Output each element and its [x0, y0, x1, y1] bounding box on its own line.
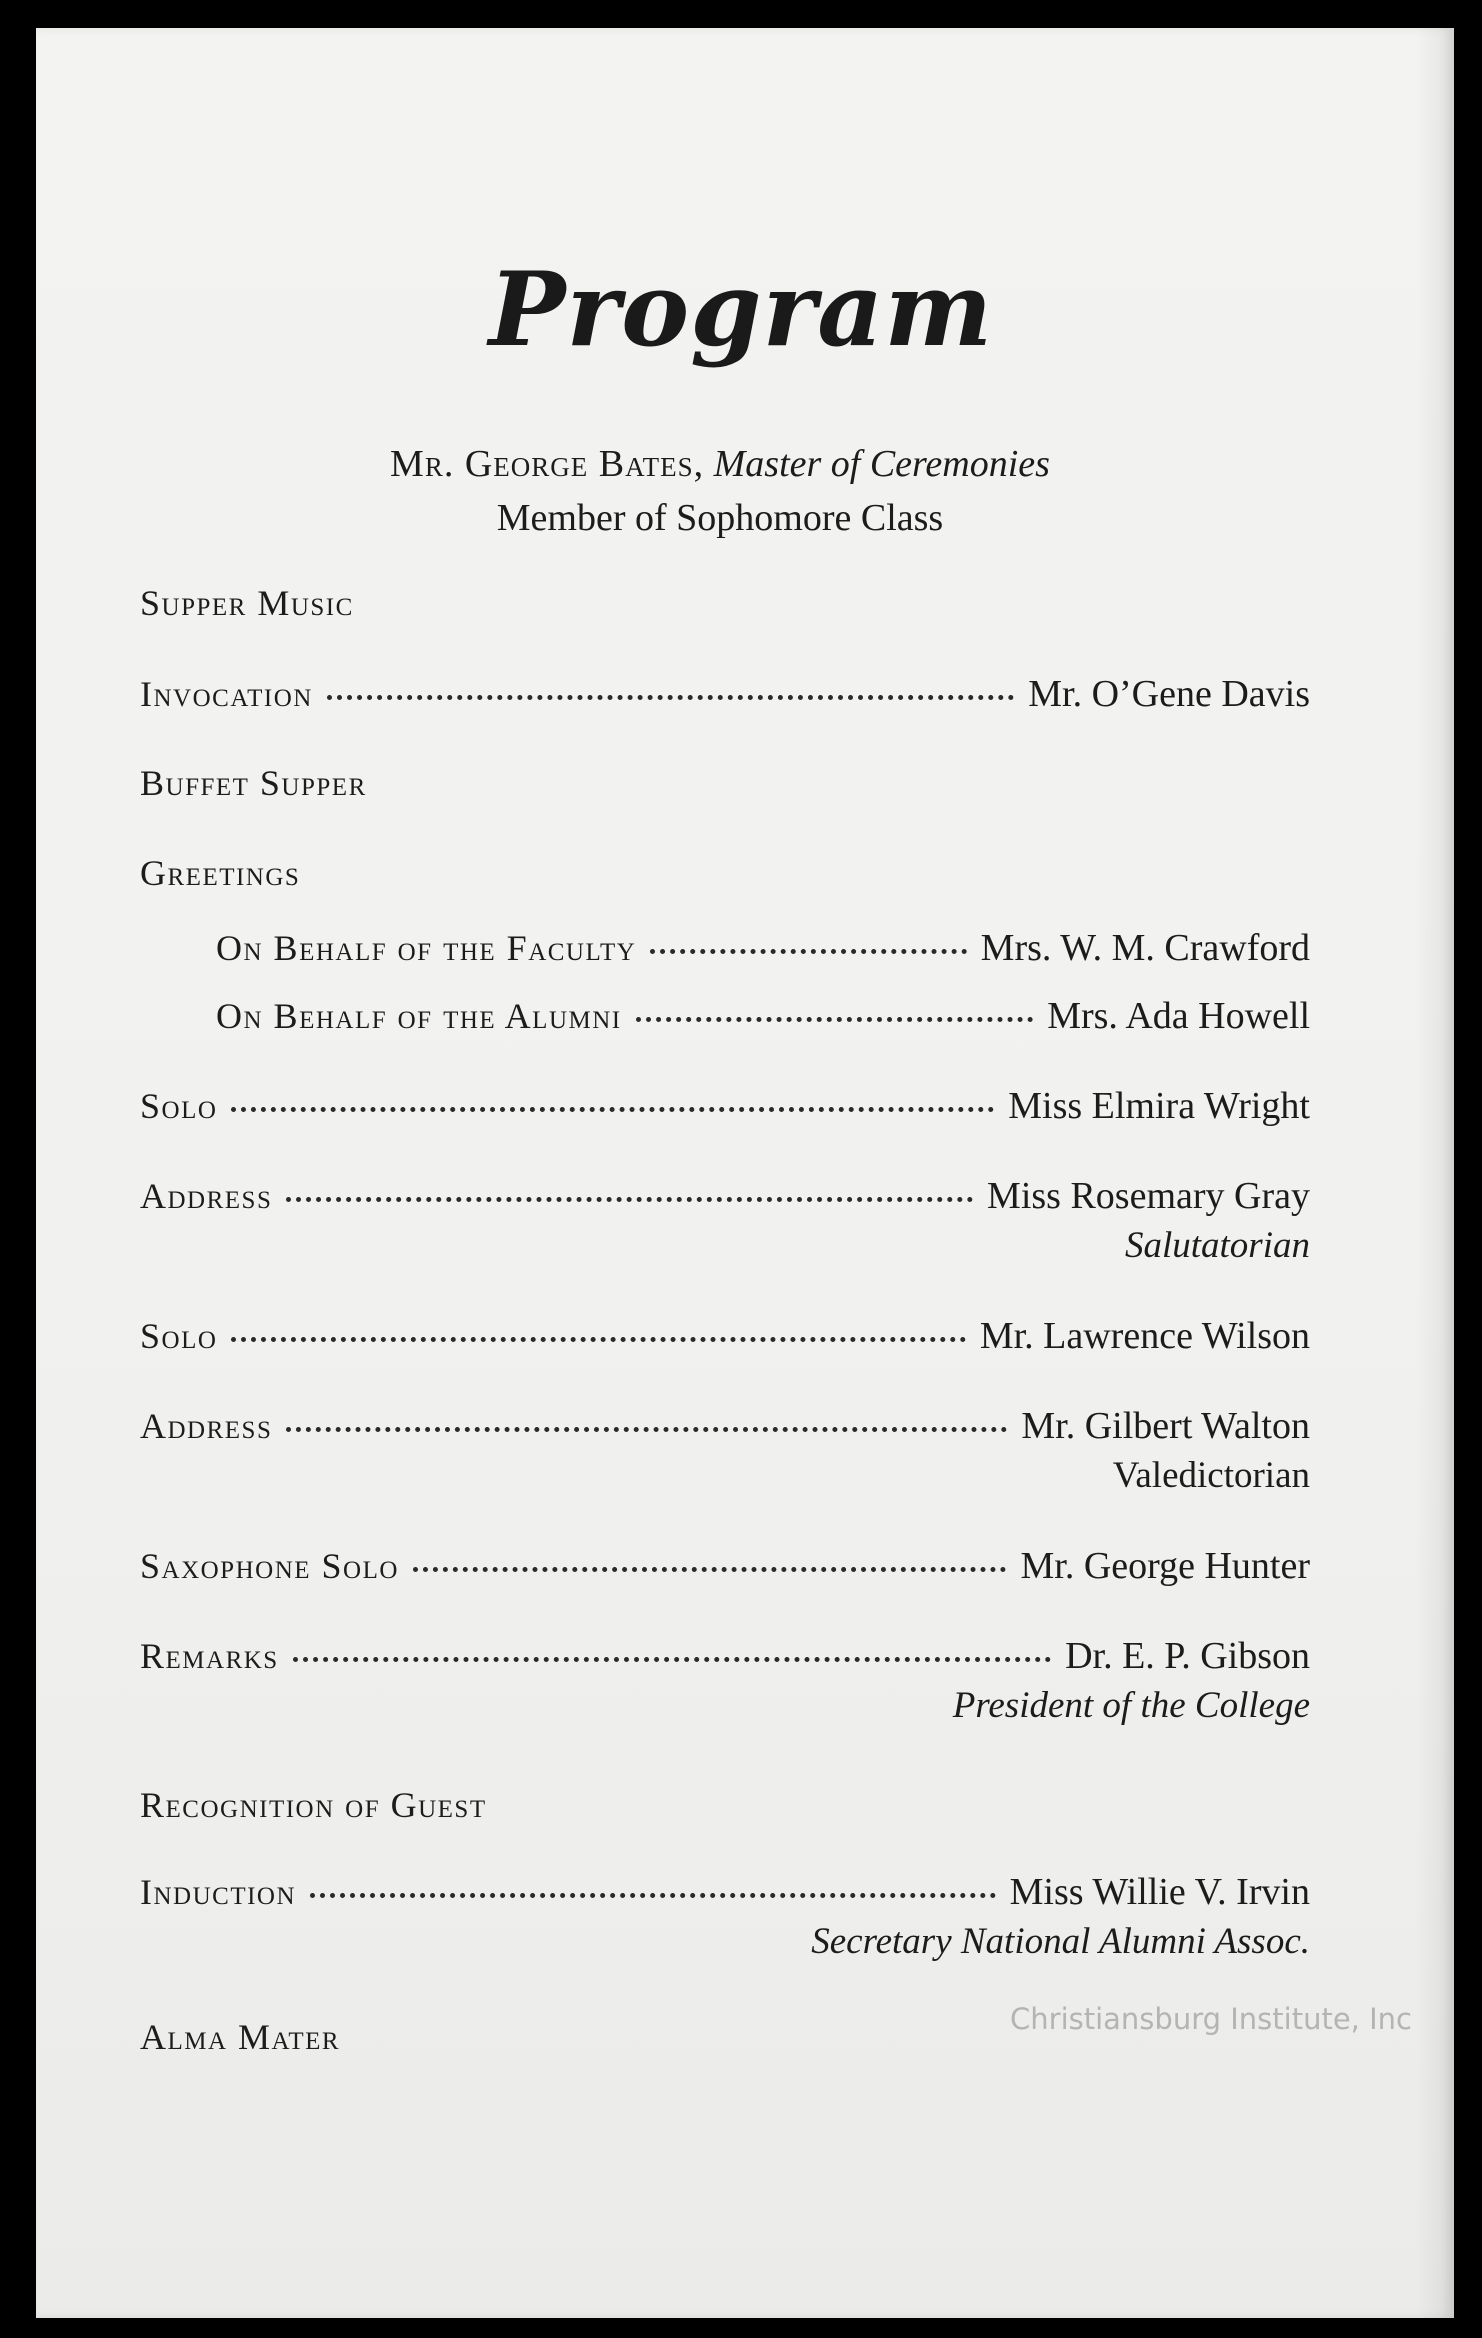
program-item-induction — [140, 1870, 1310, 1918]
dot-leader — [293, 1657, 1051, 1662]
item-performer: Mr. George Hunter — [1020, 1545, 1310, 1587]
program-item-recognition — [140, 1784, 1310, 1832]
item-performer: Mr. O’Gene Davis — [1028, 673, 1310, 715]
dot-leader — [310, 1893, 996, 1898]
mc-role: Master of Ceremonies — [713, 443, 1050, 485]
item-label: Solo — [140, 1316, 218, 1356]
program-item-solo — [140, 1314, 1310, 1362]
dot-leader — [636, 1017, 1034, 1022]
mc-name: Mr. George Bates, — [390, 443, 705, 485]
item-performer: Mr. Lawrence Wilson — [979, 1315, 1310, 1357]
program-item-saxophone-solo — [140, 1544, 1310, 1592]
item-label: Remarks — [140, 1636, 279, 1676]
page-edge-shadow — [1416, 28, 1454, 2318]
item-label: Address — [140, 1176, 273, 1216]
item-label: Solo — [140, 1086, 218, 1126]
dot-leader — [286, 1197, 973, 1202]
program-item-faculty-greeting — [216, 926, 1310, 974]
item-label: Saxophone Solo — [140, 1546, 399, 1586]
program-item-supper-music — [140, 582, 1310, 630]
item-label: Supper Music — [140, 583, 354, 623]
dot-leader — [650, 949, 966, 954]
program-item-address — [140, 1404, 1310, 1452]
item-performer: Miss Rosemary Gray — [987, 1175, 1310, 1217]
performer-title: Salutatorian — [1124, 1225, 1310, 1266]
watermark: Christiansburg Institute, Inc — [1010, 2002, 1412, 2036]
item-performer: Miss Elmira Wright — [1008, 1085, 1310, 1127]
item-performer: Miss Willie V. Irvin — [1009, 1871, 1310, 1913]
master-of-ceremonies-line — [0, 442, 1440, 486]
item-label: On Behalf of the Alumni — [216, 996, 622, 1036]
item-label: Induction — [140, 1872, 297, 1912]
program-page — [36, 28, 1454, 2318]
performer-title: Valedictorian — [1112, 1455, 1310, 1496]
item-label: Alma Mater — [140, 2017, 341, 2057]
dot-leader — [413, 1567, 1007, 1572]
item-label: Buffet Supper — [140, 763, 367, 803]
program-item-address — [140, 1174, 1310, 1222]
program-item-greetings — [140, 852, 1310, 900]
dot-leader — [231, 1107, 994, 1112]
program-item-invocation — [140, 672, 1310, 720]
item-label: Greetings — [140, 853, 301, 893]
item-label: Invocation — [140, 674, 313, 714]
dot-leader — [327, 695, 1014, 700]
item-performer: Mrs. W. M. Crawford — [980, 927, 1310, 969]
program-item-solo — [140, 1084, 1310, 1132]
program-item-alumni-greeting — [216, 994, 1310, 1042]
program-title: Program — [488, 250, 994, 370]
performer-title: President of the College — [952, 1685, 1310, 1726]
program-item-remarks — [140, 1634, 1310, 1682]
program-item-buffet-supper — [140, 762, 1310, 810]
item-performer: Mrs. Ada Howell — [1047, 995, 1310, 1037]
dot-leader — [286, 1427, 1007, 1432]
item-label: Address — [140, 1406, 273, 1446]
item-label: On Behalf of the Faculty — [216, 928, 637, 968]
performer-title: Secretary National Alumni Assoc. — [811, 1921, 1310, 1962]
item-performer: Mr. Gilbert Walton — [1021, 1405, 1310, 1447]
dot-leader — [231, 1337, 965, 1342]
mc-class-line: Member of Sophomore Class — [496, 497, 944, 539]
item-performer: Dr. E. P. Gibson — [1065, 1635, 1310, 1677]
item-label: Recognition of Guest — [140, 1785, 487, 1825]
